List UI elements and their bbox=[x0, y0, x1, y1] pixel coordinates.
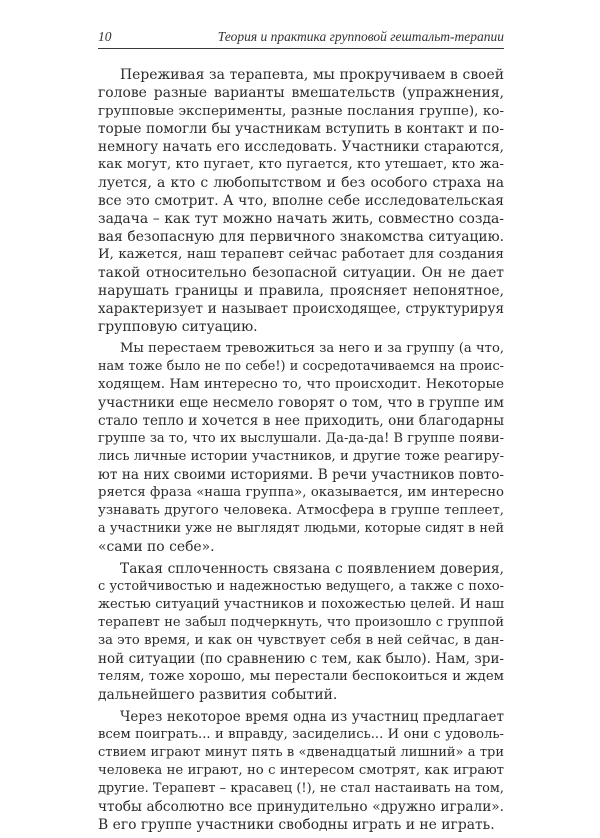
text-line: терапевт не забыл подчеркнуть, что произошло с группой bbox=[98, 615, 504, 630]
text-line: жестью ситуаций участников и похожестью целей. И наш bbox=[98, 597, 504, 612]
text-line: голове разные варианты вмешательств (упражнения, bbox=[98, 85, 504, 101]
paragraph bbox=[98, 708, 504, 834]
text-line: ряется фраза «наша группа», оказывается, им интересно bbox=[98, 485, 504, 500]
text-line: нарушать границы и правила, проясняет непонятное, bbox=[98, 283, 504, 299]
text-line: вая безопасную для первичного знакомства ситуацию. bbox=[98, 229, 504, 245]
text-line: с устойчивостью и надежностью ведущего, а также с похо- bbox=[98, 579, 504, 594]
text-line: И, кажется, наш терапевт сейчас работает для создания bbox=[98, 247, 504, 262]
text-line: Мы перестаем тревожиться за него и за группу (а что, bbox=[120, 341, 504, 356]
body-text bbox=[98, 66, 504, 838]
text-line: немногу начать его исследовать. Участники стараются, bbox=[98, 139, 504, 155]
text-line: а участники уже не выглядят людьми, которые сидят в ней bbox=[98, 521, 504, 536]
text-line: групповую ситуацию. bbox=[98, 319, 258, 335]
text-line: групповые эксперименты, разные послания группе), ко- bbox=[98, 103, 504, 119]
text-line: луется, а кто с любопытством и без особого страха на bbox=[98, 175, 504, 191]
text-line: чтобы абсолютно все принудительно «дружно играли». bbox=[98, 799, 504, 815]
text-line: лись личные истории участников, и другие тоже реагиру- bbox=[98, 449, 504, 464]
text-line: стало тепло и хочется в нее приходить, они благодарны bbox=[98, 413, 504, 429]
text-line: группе за то, что их выслушали. Да-да-да! В группе появи- bbox=[98, 431, 504, 446]
text-line: Переживая за терапевта, мы прокручиваем в своей bbox=[120, 67, 504, 83]
text-line: такой относительно безопасной ситуации. Он не дает bbox=[98, 265, 504, 281]
text-line: ствием играют минут пять в «двенадцатый лишний» а три bbox=[98, 745, 504, 760]
text-line: «сами по себе». bbox=[98, 539, 215, 555]
text-line: Через некоторое время одна из участниц предлагает bbox=[120, 709, 504, 725]
text-line: другие. Терапевт – красавец (!), не стал настаивать на том, bbox=[98, 781, 504, 796]
text-line: узнавать другого человека. Атмосфера в группе теплеет, bbox=[98, 503, 504, 518]
text-line: ной ситуации (по сравнению с тем, как было). Нам, зри- bbox=[98, 651, 504, 667]
text-line: как могут, кто пугает, кто пугается, кто утешает, кто жа- bbox=[98, 157, 504, 172]
page-header bbox=[98, 28, 504, 49]
text-line: дальнейшего развития событий. bbox=[98, 687, 338, 703]
text-line: всем поиграть... и вправду, засиделись... И они с удоволь- bbox=[98, 727, 504, 742]
paragraph bbox=[98, 560, 504, 704]
text-line: характеризует и называет происходящее, структурируя bbox=[98, 301, 504, 317]
page-number: 10 bbox=[98, 29, 112, 44]
text-line: за это время, и как он чувствует себя в ней сейчас, в дан- bbox=[98, 633, 504, 648]
paragraph bbox=[98, 66, 504, 336]
text-line: торые помогли бы участникам вступить в контакт и по- bbox=[98, 121, 504, 137]
running-title: Теория и практика групповой гештальт-терапии bbox=[217, 29, 504, 44]
text-line: В его группе участники свободны играть и не играть. bbox=[98, 817, 495, 833]
text-line: человека не играют, но с интересом смотрят, как играют bbox=[98, 763, 504, 778]
text-line: задача – как тут можно начать жить, совместно созда- bbox=[98, 211, 504, 227]
text-line: ют на них своими историями. В речи участников повто- bbox=[98, 467, 504, 483]
text-line: ходящем. Нам интересно то, что происходит. Некоторые bbox=[98, 377, 504, 392]
text-line: участники еще несмело говорят о том, что в группе им bbox=[98, 395, 504, 411]
text-line: Такая сплоченность связана с появлением доверия, bbox=[120, 561, 504, 577]
text-line: все это смотрит. А что, вполне себе исследовательская bbox=[98, 193, 504, 209]
text-line: телям, тоже хорошо, мы перестали беспокоиться и ждем bbox=[98, 669, 504, 684]
text-line: нам тоже было не по себе!) и сосредотачиваемся на проис- bbox=[98, 359, 504, 374]
paragraph bbox=[98, 340, 504, 556]
